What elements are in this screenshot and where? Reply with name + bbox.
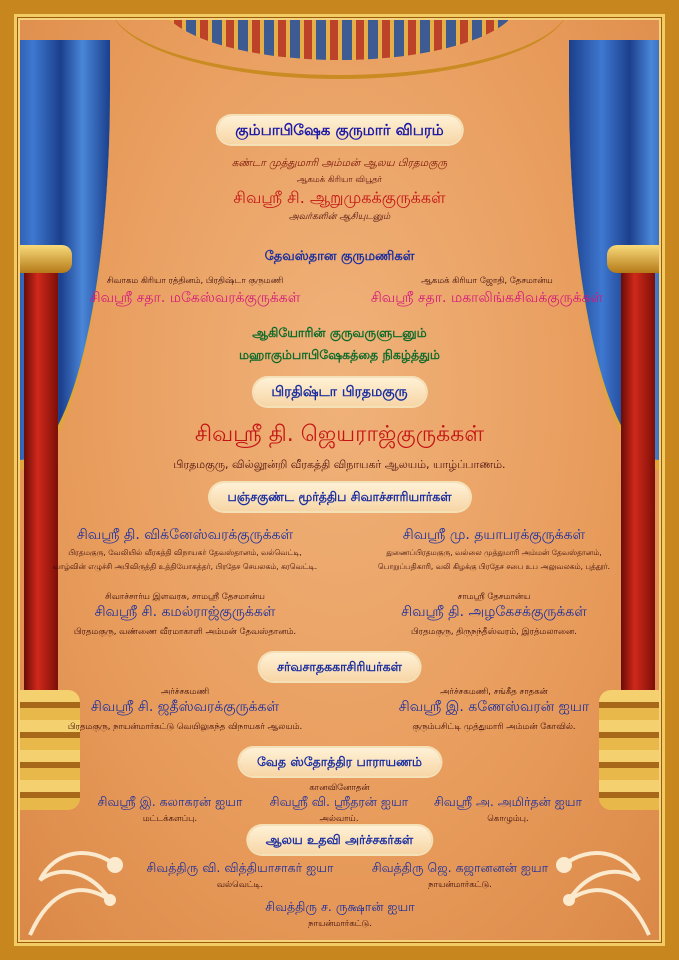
panchakunda-p1-name: சிவஸ்ரீ தி. விக்னேஸ்வரக்குருக்கள் bbox=[76, 527, 294, 543]
pratishta-name: சிவஸ்ரீ தி. ஜெயராஜ்குருக்கள் bbox=[194, 422, 485, 447]
veda-p3-name: சிவஸ்ரீ அ. அமிர்தன் ஐயா bbox=[433, 794, 583, 809]
devasthana-right-name: சிவஸ்ரீ சதா. மகாலிங்கசிவக்குருக்கள் bbox=[370, 290, 604, 306]
assistants-p1-place: வல்வெட்டி. bbox=[216, 880, 264, 890]
devasthana-left-title: சிவாகம கிரியா ரத்தினம், பிரதிஷ்டா குருமணி bbox=[106, 276, 284, 286]
chief-blessing: அவர்களின் ஆசியுடனும் bbox=[288, 212, 391, 222]
sarvasadhaka-p2-title: அர்ச்சகமணி, சங்கீத சாதகன் bbox=[440, 687, 548, 697]
sarvasadhaka-p2-desc: குரும்பசிட்டி முத்துமாரி அம்மன் கோவில். bbox=[412, 722, 576, 732]
chief-name: சிவஸ்ரீ சி. ஆறுமுகக்குருக்கள் bbox=[233, 188, 446, 207]
assistants-p2-name: சிவத்திரு ஜெ. கஜானனன் ஐயா bbox=[371, 860, 549, 875]
pratishta-desc: பிரதமகுரு, வில்லூன்றி வீரகத்தி விநாயகர் ஆலயம், யாழ்ப்பாணம். bbox=[173, 458, 506, 471]
panchakunda-p3-desc: பிரதமகுரு, வண்ணை வீரமாகாளி அம்மன் தேவஸ்தானம். bbox=[73, 627, 297, 637]
panchakunda-p2-desc2: பொறுப்பதிகாரி, வலி கிழக்கு பிரதேச சபை உப அலுவலகம், புத்தூர். bbox=[377, 562, 611, 571]
elders-line1: ஆகியோரின் குருவருளுடனும் bbox=[252, 325, 427, 340]
veda-p1-name: சிவஸ்ரீ இ. கலாகரன் ஐயா bbox=[97, 794, 243, 809]
sarvasadhaka-heading: சர்வசாதககாசிரியர்கள் bbox=[259, 653, 420, 681]
sarvasadhaka-p2-name: சிவஸ்ரீ இ. கணேஸ்வரன் ஐயா bbox=[398, 699, 590, 715]
assistants-p2-place: நாயன்மார்கட்டு. bbox=[428, 880, 492, 890]
assistants-heading: ஆலய உதவி அர்ச்சகர்கள் bbox=[248, 826, 431, 854]
sarvasadhaka-p1-desc: பிரதமகுரு, நாயன்மார்கட்டு வெயிலுகந்த விநாயகர் ஆலயம். bbox=[67, 722, 303, 732]
veda-p2-place: அல்வாய். bbox=[319, 814, 359, 824]
assistants-p1-name: சிவத்திரு வி. வித்தியாசாகர் ஐயா bbox=[146, 860, 334, 875]
panchakunda-p4-title: சாமஸ்ரீ தேசமான்ய bbox=[457, 592, 531, 602]
assistants-p3-place: நாயன்மார்கட்டு. bbox=[308, 919, 372, 929]
veda-p1-place: மட்டக்களப்பு. bbox=[142, 814, 198, 824]
chief-role: கண்டா முத்துமாரி அம்மன் ஆலய பிரதமகுரு bbox=[231, 157, 448, 169]
panchakunda-p1-desc2: வாழ்வின் எழுச்சி அபிவிருத்தி உத்தியோகத்தர், பிரதேச செயலகம், கரவெட்டி. bbox=[52, 562, 318, 571]
panchakunda-heading: பஞ்சகுண்ட மூர்த்திப சிவாச்சாரியார்கள் bbox=[209, 483, 469, 511]
panchakunda-p3-name: சிவஸ்ரீ சி. கமல்ராஜ்குருக்கள் bbox=[94, 604, 276, 620]
chief-title: ஆகமக் கிரியா விபூதர் bbox=[296, 175, 383, 185]
devasthana-heading: தேவஸ்தான குருமணிகள் bbox=[264, 249, 415, 264]
panchakunda-p1-desc1: பிரதமகுரு, வேலியில் வீரகத்தி விநாயகர் தேவஸ்தானம், வல்வெட்டி, bbox=[68, 548, 302, 557]
pratishta-heading: பிரதிஷ்டா பிரதமகுரு bbox=[253, 378, 425, 406]
veda-mid-title: கானவினோதன் bbox=[309, 783, 370, 793]
elders-line2: மஹாகும்பாபிஷேகத்தை நிகழ்த்தும் bbox=[238, 347, 440, 362]
sarvasadhaka-p1-title: அர்ச்சகமணி bbox=[160, 687, 210, 697]
main-title: கும்பாபிஷேக குருமார் விபரம் bbox=[217, 116, 461, 144]
assistants-p3-name: சிவத்திரு ச. ருக்ஷான் ஐயா bbox=[265, 899, 415, 914]
sarvasadhaka-p1-name: சிவஸ்ரீ சி. ஜதீஸ்வரக்குருக்கள் bbox=[90, 699, 280, 715]
veda-heading: வேத ஸ்தோத்திர பாராயணம் bbox=[239, 748, 440, 776]
devasthana-left-name: சிவஸ்ரீ சதா. மகேஸ்வரக்குருக்கள் bbox=[89, 290, 301, 306]
veda-p3-place: கொழும்பு. bbox=[487, 814, 529, 824]
panchakunda-p4-desc: பிரதமகுரு, திருநந்தீஸ்வரம், இரத்மலானை. bbox=[410, 627, 577, 637]
panchakunda-p2-desc1: துணைப்பிரதமகுரு, வல்லை முத்துமாரி அம்மன் தேவஸ்தானம், bbox=[386, 548, 602, 557]
panchakunda-p3-title: சிவாச்சார்ய இளவரசு, சாமஸ்ரீ தேசமான்ய bbox=[105, 592, 265, 602]
veda-p2-name: சிவஸ்ரீ வி. ஸ்ரீதரன் ஐயா bbox=[269, 794, 409, 809]
devasthana-right-title: ஆகமக் கிரியா ஜோதி, தேசமான்ய bbox=[421, 276, 553, 286]
panchakunda-p2-name: சிவஸ்ரீ மு. தயாபரக்குருக்கள் bbox=[402, 527, 586, 543]
panchakunda-p4-name: சிவஸ்ரீ தி. அழகேசக்குருக்கள் bbox=[401, 604, 587, 620]
